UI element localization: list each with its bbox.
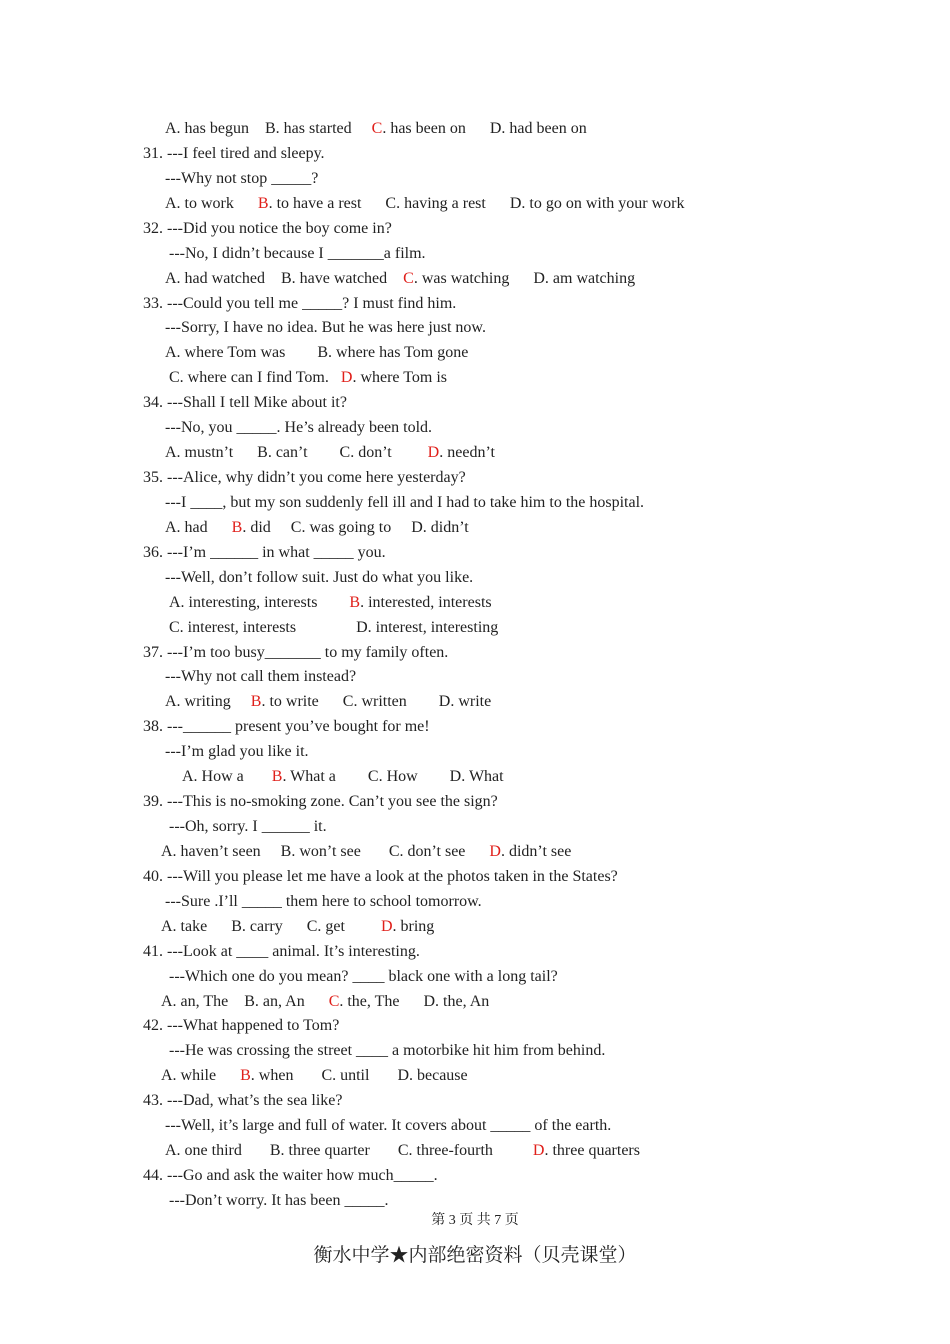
text-segment: A. one third B. three quarter C. three-fourth xyxy=(165,1142,533,1159)
text-line xyxy=(169,817,327,837)
answer-marker: C xyxy=(328,993,340,1010)
text-segment: ---No, I didn’t because I _______a film. xyxy=(169,245,426,262)
text-line xyxy=(165,343,468,363)
answer-marker: B xyxy=(250,693,262,710)
footer-title: 衡水中学★内部绝密资料（贝壳课堂） xyxy=(313,1244,637,1266)
text-segment: ---Sure .I’ll _____ them here to school tomorrow. xyxy=(165,893,482,910)
text-segment: A. take B. carry C. get xyxy=(161,918,381,935)
text-line xyxy=(165,418,432,438)
text-line xyxy=(143,393,347,413)
text-segment: ---I’m glad you like it. xyxy=(165,743,309,760)
text-line xyxy=(143,219,392,239)
text-segment: ---Well, don’t follow suit. Just do what you like. xyxy=(165,569,474,586)
answer-marker: D xyxy=(380,918,393,935)
text-segment: A. where Tom was B. where has Tom gone xyxy=(165,344,469,361)
text-line xyxy=(165,493,644,513)
text-segment: ---He was crossing the street ____ a motorbike hit him from behind. xyxy=(169,1042,606,1059)
text-line xyxy=(143,543,386,563)
text-segment: 40. ---Will you please let me have a look at the photos taken in the States? xyxy=(143,868,618,885)
text-segment: ---Sorry, I have no idea. But he was here just now. xyxy=(165,319,486,336)
answer-marker: D xyxy=(489,843,501,860)
text-line xyxy=(169,244,426,264)
text-line xyxy=(165,1141,640,1161)
text-segment: . to have a rest C. having a rest D. to go on with your work xyxy=(268,195,685,212)
text-segment: . did C. was going to D. didn’t xyxy=(242,519,469,536)
text-segment: A. interesting, interests xyxy=(169,594,350,611)
text-segment: ---Which one do you mean? ____ black one with a long tail? xyxy=(169,968,558,985)
text-segment: . needn’t xyxy=(439,444,495,461)
text-line xyxy=(165,269,635,289)
text-line xyxy=(165,892,482,912)
text-segment: 37. ---I’m too busy_______ to my family often. xyxy=(143,644,449,661)
text-line xyxy=(165,1116,611,1136)
text-line xyxy=(143,294,456,314)
text-line xyxy=(169,368,447,388)
text-segment: ---I ____, but my son suddenly fell ill and I had to take him to the hospital. xyxy=(165,494,645,511)
text-segment: . where Tom is xyxy=(352,369,448,386)
text-line xyxy=(143,1091,342,1111)
answer-marker: B xyxy=(231,519,243,536)
answer-marker: B xyxy=(349,594,361,611)
text-segment: . was watching D. am watching xyxy=(413,270,636,287)
answer-marker: D xyxy=(427,444,440,461)
text-line xyxy=(165,692,491,712)
text-segment: 39. ---This is no-smoking zone. Can’t you see the sign? xyxy=(143,793,498,810)
text-segment: . What a C. How D. What xyxy=(282,768,504,785)
answer-marker: D xyxy=(340,369,353,386)
text-segment: . to write C. written D. write xyxy=(261,693,492,710)
text-line xyxy=(169,1041,605,1061)
text-line xyxy=(143,717,430,737)
text-segment: 42. ---What happened to Tom? xyxy=(143,1017,340,1034)
text-segment: . the, The D. the, An xyxy=(339,993,490,1010)
text-line xyxy=(161,917,434,937)
text-segment: C. where can I find Tom. xyxy=(169,369,341,386)
text-line xyxy=(165,742,309,762)
text-segment: A. has begun B. has started xyxy=(165,120,372,137)
text-segment: A. mustn’t B. can’t C. don’t xyxy=(165,444,428,461)
text-line xyxy=(165,518,469,538)
text-line xyxy=(161,842,571,862)
text-line xyxy=(143,792,498,812)
text-segment: ---Well, it’s large and full of water. It covers about _____ of the earth. xyxy=(165,1117,612,1134)
text-segment: . three quarters xyxy=(544,1142,640,1159)
text-segment: . when C. until D. because xyxy=(250,1067,468,1084)
text-segment: A. while xyxy=(161,1067,241,1084)
text-line xyxy=(165,318,486,338)
text-line xyxy=(165,667,356,687)
text-line xyxy=(143,643,448,663)
text-segment: ---Why not call them instead? xyxy=(165,668,357,685)
text-segment: . has been on D. had been on xyxy=(382,120,587,137)
text-segment: 35. ---Alice, why didn’t you come here yesterday? xyxy=(143,469,466,486)
text-line xyxy=(182,767,504,787)
text-line xyxy=(165,169,318,189)
text-line xyxy=(143,144,325,164)
page-number: 第 3 页 共 7 页 xyxy=(431,1213,519,1228)
text-line xyxy=(143,1166,438,1186)
text-line xyxy=(169,1191,389,1211)
text-line xyxy=(143,468,466,488)
answer-marker: B xyxy=(257,195,269,212)
text-line xyxy=(143,1016,339,1036)
text-line xyxy=(165,443,495,463)
text-segment: ---Why not stop _____? xyxy=(165,170,319,187)
answer-marker: C xyxy=(371,120,383,137)
text-segment: 34. ---Shall I tell Mike about it? xyxy=(143,394,347,411)
text-segment: . interested, interests xyxy=(360,594,492,611)
text-segment: A. How a xyxy=(182,768,272,785)
text-segment: . didn’t see xyxy=(500,843,572,860)
text-line xyxy=(165,194,685,214)
text-line xyxy=(161,992,489,1012)
answer-marker: C xyxy=(403,270,414,287)
text-line xyxy=(169,593,492,613)
text-segment: A. had xyxy=(165,519,232,536)
text-segment: A. to work xyxy=(165,195,258,212)
text-line xyxy=(161,1066,468,1086)
answer-marker: D xyxy=(532,1142,545,1159)
answer-marker: B xyxy=(271,768,283,785)
text-line xyxy=(143,942,420,962)
text-segment: A. writing xyxy=(165,693,251,710)
text-line xyxy=(169,967,558,987)
answer-marker: B xyxy=(240,1067,251,1084)
text-segment: 44. ---Go and ask the waiter how much_____. xyxy=(143,1167,438,1184)
text-line xyxy=(143,867,618,887)
text-segment: ---Oh, sorry. I ______ it. xyxy=(169,818,327,835)
text-line xyxy=(165,568,473,588)
text-segment: 33. ---Could you tell me _____? I must find him. xyxy=(143,295,457,312)
text-segment: A. had watched B. have watched xyxy=(165,270,404,287)
text-segment: 31. ---I feel tired and sleepy. xyxy=(143,145,325,162)
text-segment: A. haven’t seen B. won’t see C. don’t see xyxy=(161,843,490,860)
text-segment: ---No, you _____. He’s already been told. xyxy=(165,419,433,436)
text-segment: ---Don’t worry. It has been _____. xyxy=(169,1192,389,1209)
text-segment: A. an, The B. an, An xyxy=(161,993,329,1010)
text-segment: 41. ---Look at ____ animal. It’s interesting. xyxy=(143,943,420,960)
text-segment: 32. ---Did you notice the boy come in? xyxy=(143,220,392,237)
text-line xyxy=(169,618,498,638)
text-line xyxy=(165,119,587,139)
text-segment: 38. ---______ present you’ve bought for me! xyxy=(143,718,430,735)
text-segment: 36. ---I’m ______ in what _____ you. xyxy=(143,544,386,561)
text-segment: . bring xyxy=(392,918,435,935)
text-segment: C. interest, interests D. interest, interesting xyxy=(169,619,499,636)
text-segment: 43. ---Dad, what’s the sea like? xyxy=(143,1092,343,1109)
